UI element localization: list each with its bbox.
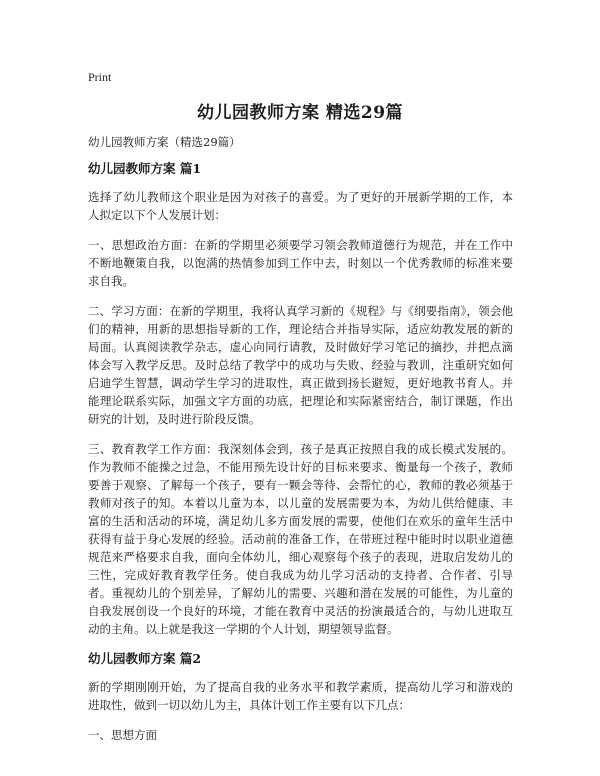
paragraph: 二、学习方面：在新的学期里，我将认真学习新的《规程》与《纲要指南》，领会他们的精神，用新的思想指导新的工作，理论结合并指导实际，适应幼教发展的新的局面。认真阅读教学杂志，虚心向同行请教，及时做好学习笔记的摘抄，并把点滴体会写入教学反思。及时总结了教学中的成功与失败、经验与教训，注重研究如何启迪学生智慧，调动学生学习的进取性，真正做到扬长避短，更好地教书育人。并能理论联系实际，加强文字方面的功底，把理论和实际紧密结合，制订课题，作出研究的计划，及时进行阶段反馈。 bbox=[88, 304, 513, 426]
page-subtitle: 幼儿园教师方案（精选29篇） bbox=[88, 135, 241, 149]
paragraph: 选择了幼儿教师这个职业是因为对孩子的喜爱。为了更好的开展新学期的工作，本人拟定以下个人发展计划： bbox=[88, 190, 513, 222]
paragraph: 新的学期刚刚开始，为了提高自我的业务水平和教学素质，提高幼儿学习和游戏的进取性，做到一切以幼儿为主，具体计划工作主要有以下几点： bbox=[88, 680, 513, 712]
paragraph: 三、教育教学工作方面：我深刻体会到，孩子是真正按照自我的成长模式发展的。作为教师不能操之过急，不能用预先设计好的目标来要求、衡量每一个孩子，教师要善于观察、了解每一个孩子，要有一颗会等待、会帮忙的心，教师的教必须基于教师对孩子的知。本着以儿童为本，以儿童的发展需要为本，为幼儿供给健康、丰富的生活和活动的环境，满足幼儿多方面发展的需要，使他们在欢乐的童年生活中获得有益于身心发展的经验。活动前的准备工作，在带班过程中能时时以职业道德规范来严格要求自我，面向全体幼儿，细心观察每个孩子的表现，进取启发幼儿的三性，完成好教育教学任务。使自我成为幼儿学习活动的支持者、合作者、引导者。重视幼儿的个别差异，了解幼儿的需要、兴趣和潜在发展的可能性，为儿童的自我发展创设一个良好的环境，才能在教育中灵活的扮演最适合的，与幼儿进取互动的主角。以上就是我这一学期的个人计划，期望领导监督。 bbox=[88, 442, 513, 636]
section-heading: 幼儿园教师方案 篇2 bbox=[88, 651, 202, 666]
page-title: 幼儿园教师方案 精选29篇 bbox=[196, 103, 404, 123]
paragraph: 一、思想政治方面：在新的学期里必须要学习领会教师道德行为规范，并在工作中不断地鞭策自我，以饱满的热情参加到工作中去，时刻以一个优秀教师的标准来要求自我。 bbox=[88, 238, 513, 288]
paragraph: 一、思想方面 bbox=[88, 728, 157, 742]
print-link[interactable]: Print bbox=[88, 70, 112, 84]
article-body bbox=[88, 160, 513, 756]
section-heading: 幼儿园教师方案 篇1 bbox=[88, 161, 202, 176]
